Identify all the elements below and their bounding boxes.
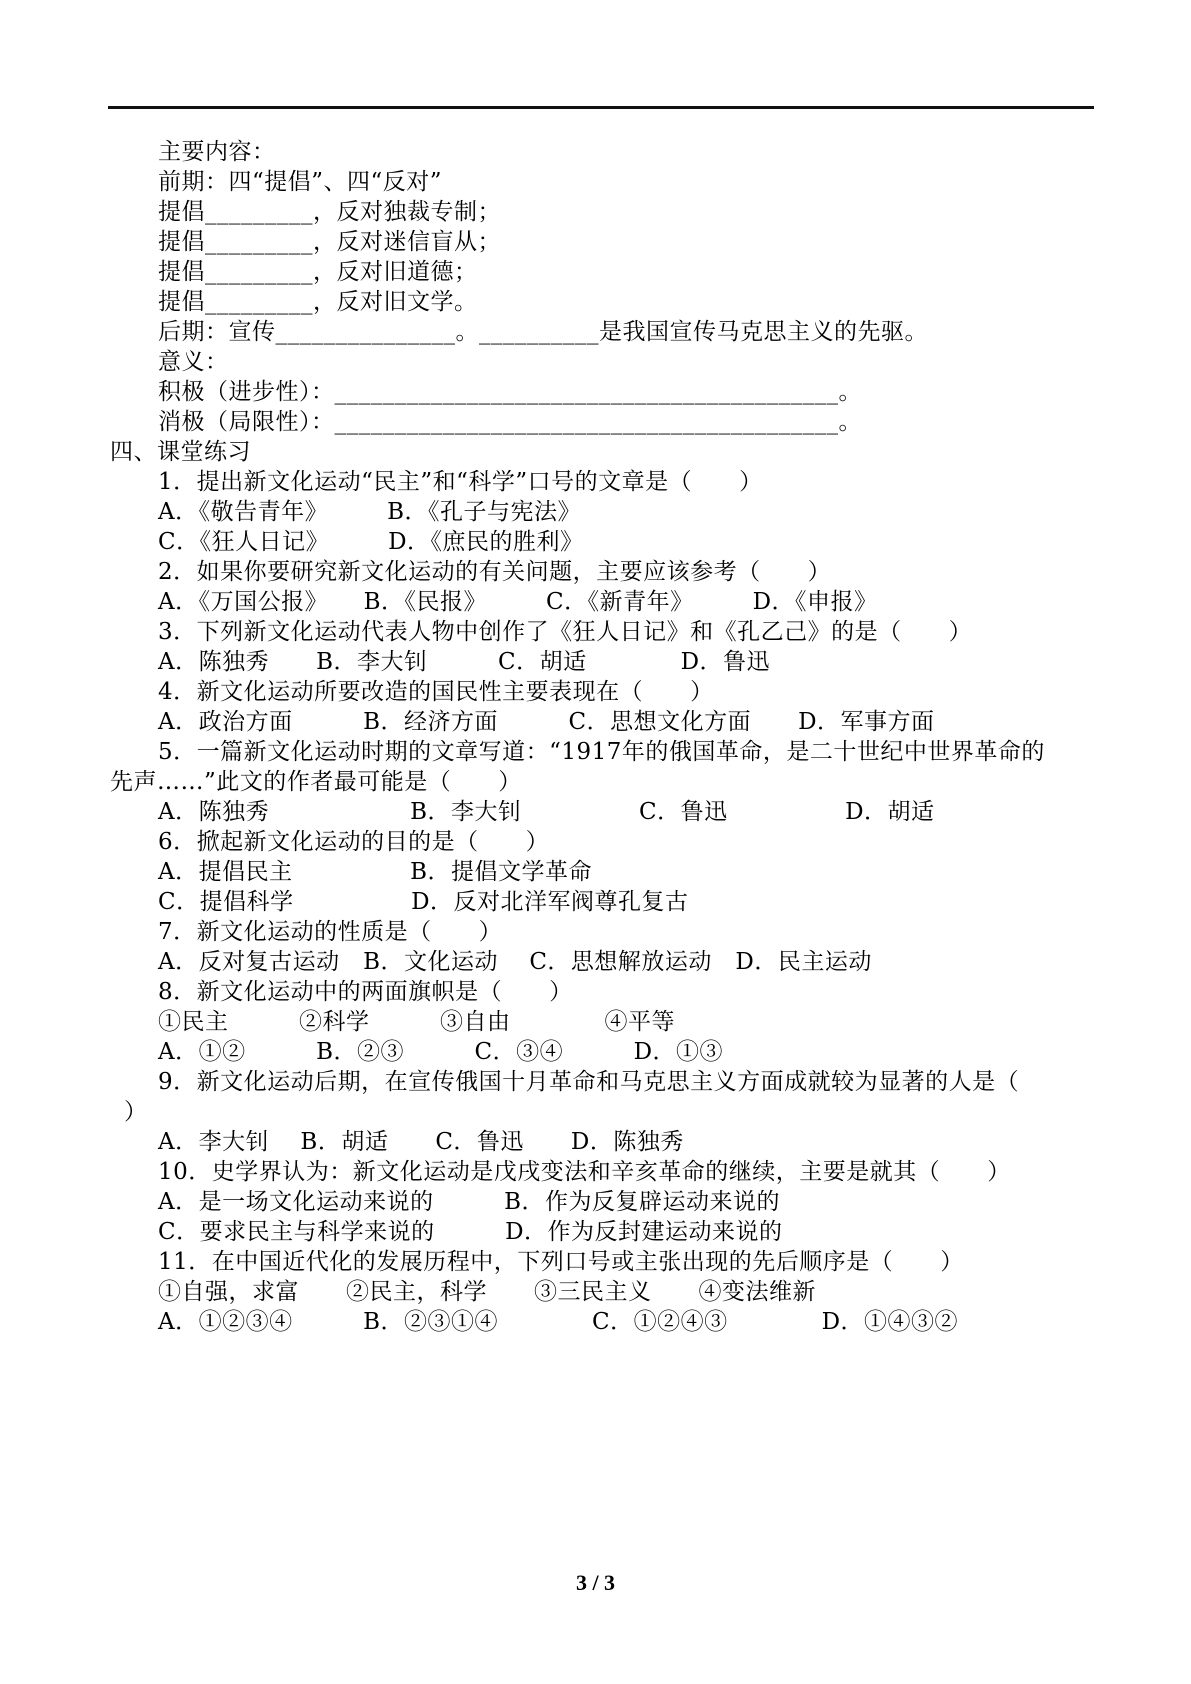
question-stem: 9．新文化运动后期，在宣传俄国十月革命和马克思主义方面成就较为显著的人是（ bbox=[158, 1069, 1020, 1095]
question-stem: 4．新文化运动所要改造的国民性主要表现在（ ） bbox=[158, 679, 714, 705]
question-stem: 11．在中国近代化的发展历程中，下列口号或主张出现的先后顺序是（ ） bbox=[158, 1249, 964, 1275]
answer-options: A．①②③④ B．②③①④ C．①②④③ D．①④③② bbox=[158, 1309, 959, 1335]
answer-options: A．《万国公报》 B．《民报》 C．《新青年》 D．《申报》 bbox=[158, 589, 878, 615]
fill-blank-line: 消极（局限性）：__________________________________________。 bbox=[158, 409, 862, 435]
question-stem: 6．掀起新文化运动的目的是（ ） bbox=[158, 829, 550, 855]
fill-blank-line: 提倡_________，反对独裁专制； bbox=[158, 199, 501, 225]
fill-blank-line: 积极（进步性）：__________________________________________。 bbox=[158, 379, 862, 405]
header-rule bbox=[108, 106, 1094, 109]
choice-items: ①自强，求富 ②民主，科学 ③三民主义 ④变法维新 bbox=[158, 1279, 816, 1305]
answer-options: A．李大钊 B．胡适 C．鲁迅 D．陈独秀 bbox=[158, 1129, 684, 1155]
answer-options: C．提倡科学 D．反对北洋军阀尊孔复古 bbox=[158, 889, 689, 915]
choice-items: ①民主 ②科学 ③自由 ④平等 bbox=[158, 1009, 675, 1035]
question-stem-continued: ） bbox=[124, 1099, 148, 1125]
answer-options: A．陈独秀 B．李大钊 C．鲁迅 D．胡适 bbox=[158, 799, 935, 825]
question-stem-continued: 先声……”此文的作者最可能是（ ） bbox=[110, 769, 522, 795]
answer-options: A．①② B．②③ C．③④ D．①③ bbox=[158, 1039, 724, 1065]
question-stem: 1．提出新文化运动“民主”和“科学”口号的文章是（ ） bbox=[158, 469, 763, 495]
section-heading-main-content: 主要内容： bbox=[158, 139, 276, 165]
fill-blank-line: 提倡_________，反对迷信盲从； bbox=[158, 229, 501, 255]
question-stem: 5．一篇新文化运动时期的文章写道：“1917年的俄国革命，是二十世纪中世界革命的 bbox=[158, 739, 1045, 765]
answer-options: A．反对复古运动 B．文化运动 C．思想解放运动 D．民主运动 bbox=[158, 949, 872, 975]
answer-options: A．提倡民主 B．提倡文学革命 bbox=[158, 859, 593, 885]
answer-options: A．政治方面 B．经济方面 C．思想文化方面 D．军事方面 bbox=[158, 709, 935, 735]
question-stem: 10．史学界认为：新文化运动是戊戌变法和辛亥革命的继续，主要是就其（ ） bbox=[158, 1159, 1011, 1185]
text-line: 前期：四“提倡”、四“反对” bbox=[158, 169, 443, 195]
question-stem: 8．新文化运动中的两面旗帜是（ ） bbox=[158, 979, 573, 1005]
answer-options: C．《狂人日记》 D．《庶民的胜利》 bbox=[158, 529, 584, 555]
answer-options: A．是一场文化运动来说的 B．作为反复辟运动来说的 bbox=[158, 1189, 781, 1215]
fill-blank-line: 提倡_________，反对旧文学。 bbox=[158, 289, 478, 315]
answer-options: C．要求民主与科学来说的 D．作为反封建运动来说的 bbox=[158, 1219, 783, 1245]
answer-options: A．陈独秀 B．李大钊 C．胡适 D．鲁迅 bbox=[158, 649, 771, 675]
fill-blank-line: 后期：宣传_______________。__________是我国宣传马克思主义的先驱。 bbox=[158, 319, 928, 345]
question-stem: 2．如果你要研究新文化运动的有关问题，主要应该参考（ ） bbox=[158, 559, 832, 585]
question-stem: 7．新文化运动的性质是（ ） bbox=[158, 919, 503, 945]
fill-blank-line: 提倡_________，反对旧道德； bbox=[158, 259, 478, 285]
section-heading-significance: 意义： bbox=[158, 349, 229, 375]
section-heading-exercises: 四、课堂练习 bbox=[110, 439, 251, 465]
answer-options: A．《敬告青年》 B．《孔子与宪法》 bbox=[158, 499, 582, 525]
question-stem: 3．下列新文化运动代表人物中创作了《狂人日记》和《孔乙己》的是（ ） bbox=[158, 619, 973, 645]
page-indicator: 3 / 3 bbox=[575, 1570, 616, 1595]
